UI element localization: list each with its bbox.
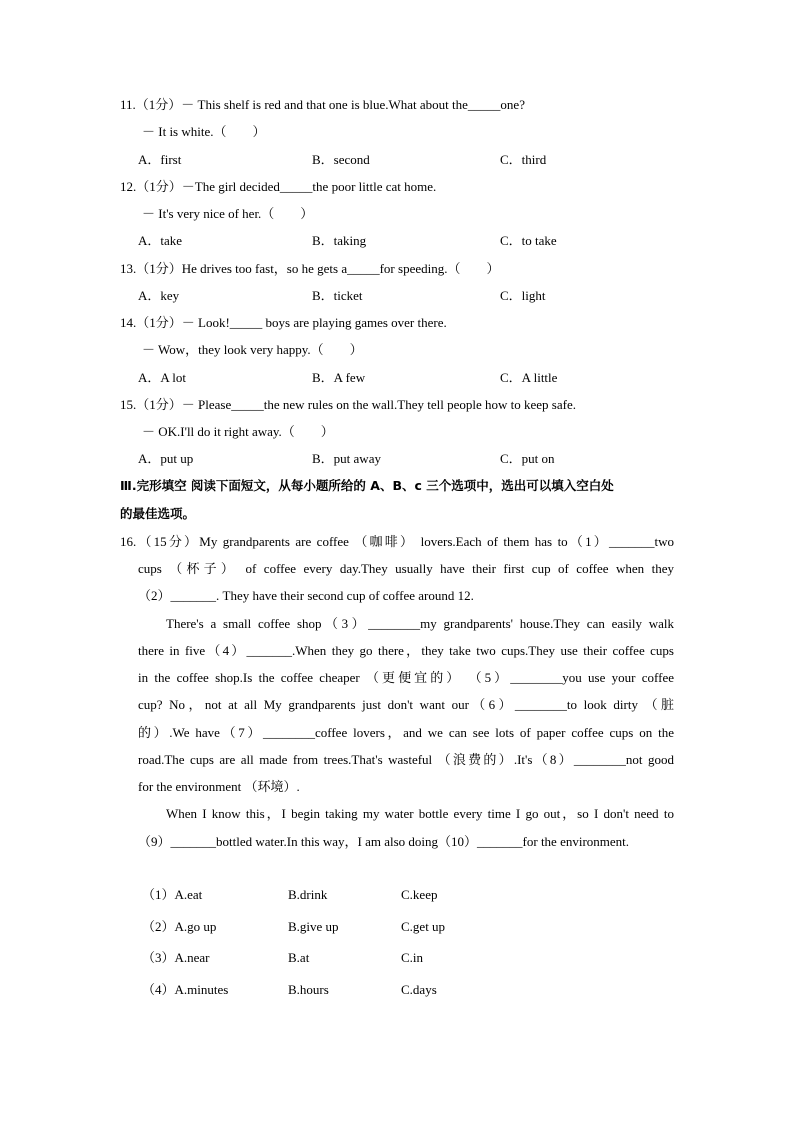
choice-3-option-b: B.at bbox=[288, 950, 310, 965]
passage-line-10: for the environment （环境）. bbox=[138, 779, 300, 794]
question-12-option-b: B．taking bbox=[312, 233, 367, 248]
question-13-stem: 13.（1分）He drives too fast，so he gets a_____for speeding.（ ） bbox=[120, 261, 500, 276]
passage-line-11: When I know this，I begin taking my water bottle every time I go out，so I don't need to bbox=[166, 806, 674, 821]
passage-line-9: road.The cups are all made from trees.That's wasteful （浪费的）.It's（8）________not good bbox=[138, 752, 674, 767]
question-11-option-b: B．second bbox=[312, 152, 370, 167]
passage-line-6: in the coffee shop.Is the coffee cheaper （更便宜的） （5）________you use your coffee bbox=[138, 670, 674, 685]
passage-line-12: （9）_______bottled water.In this way，I am also doing（10）_______for the environment. bbox=[138, 834, 630, 849]
passage-line-3: （2）_______. They have their second cup of coffee around 12. bbox=[138, 588, 474, 603]
question-12-option-a: A．take bbox=[138, 233, 183, 248]
choice-1-option-c: C.keep bbox=[401, 887, 438, 902]
choice-1-option-b: B.drink bbox=[288, 887, 328, 902]
passage-line-5: there in five（4）_______.When they go there，they take two cups.They use their coffee cups bbox=[138, 643, 674, 658]
question-14-option-b: B．A few bbox=[312, 370, 366, 385]
question-14-reply: － Wow，they look very happy.（ ） bbox=[142, 342, 363, 357]
question-11-stem: 11.（1分）－ This shelf is red and that one is blue.What about the_____one? bbox=[120, 97, 525, 112]
question-13-option-b: B．ticket bbox=[312, 288, 363, 303]
passage-line-8: 的）.We have（7）________coffee lovers，and we can see lots of paper coffee cups on the bbox=[138, 725, 674, 740]
passage-line-7: cup? No，not at all My grandparents just don't want our（6）________to look dirty （脏 bbox=[138, 697, 674, 712]
choice-2-option-b: B.give up bbox=[288, 919, 339, 934]
question-14-option-a: A．A lot bbox=[138, 370, 187, 385]
question-15-option-a: A．put up bbox=[138, 451, 194, 466]
question-12-stem: 12.（1分）－The girl decided_____the poor little cat home. bbox=[120, 179, 437, 194]
choice-3-option-c: C.in bbox=[401, 950, 424, 965]
passage-line-4: There's a small coffee shop（3）________my grandparents' house.They can easily walk bbox=[166, 616, 674, 631]
question-15-option-b: B．put away bbox=[312, 451, 381, 466]
question-13-option-c: C．light bbox=[500, 288, 546, 303]
question-15-option-c: C．put on bbox=[500, 451, 555, 466]
choice-4-option-c: C.days bbox=[401, 982, 437, 997]
question-12-option-c: C．to take bbox=[500, 233, 557, 248]
question-15-stem: 15.（1分）－ Please_____the new rules on the wall.They tell people how to keep safe. bbox=[120, 397, 576, 412]
passage-line-2: cups （杯子） of coffee every day.They usually have their first cup of coffee when they bbox=[138, 561, 674, 576]
question-15-reply: － OK.I'll do it right away.（ ） bbox=[142, 424, 334, 439]
question-14-option-c: C．A little bbox=[500, 370, 558, 385]
question-12-reply: － It's very nice of her.（ ） bbox=[142, 206, 314, 221]
choice-2-option-a: （2）A.go up bbox=[142, 919, 217, 934]
choice-3-option-a: （3）A.near bbox=[142, 950, 210, 965]
passage-line-1: 16.（15分）My grandparents are coffee （咖啡） lovers.Each of them has to（1）_______two bbox=[120, 534, 674, 549]
question-11-reply: － It is white.（ ） bbox=[142, 124, 266, 139]
question-11-option-a: A．first bbox=[138, 152, 182, 167]
choice-4-option-a: （4）A.minutes bbox=[142, 982, 229, 997]
question-14-stem: 14.（1分）－ Look!_____ boys are playing games over there. bbox=[120, 315, 447, 330]
question-13-option-a: A．key bbox=[138, 288, 180, 303]
choice-1-option-a: （1）A.eat bbox=[142, 887, 203, 902]
section-heading-line2: 的最佳选项。 bbox=[120, 506, 196, 521]
section-heading-line1: Ⅲ.完形填空 阅读下面短文，从每小题所给的 A、B、c 三个选项中，选出可以填入空白处 bbox=[120, 478, 614, 493]
choice-2-option-c: C.get up bbox=[401, 919, 446, 934]
question-11-option-c: C．third bbox=[500, 152, 547, 167]
choice-4-option-b: B.hours bbox=[288, 982, 329, 997]
